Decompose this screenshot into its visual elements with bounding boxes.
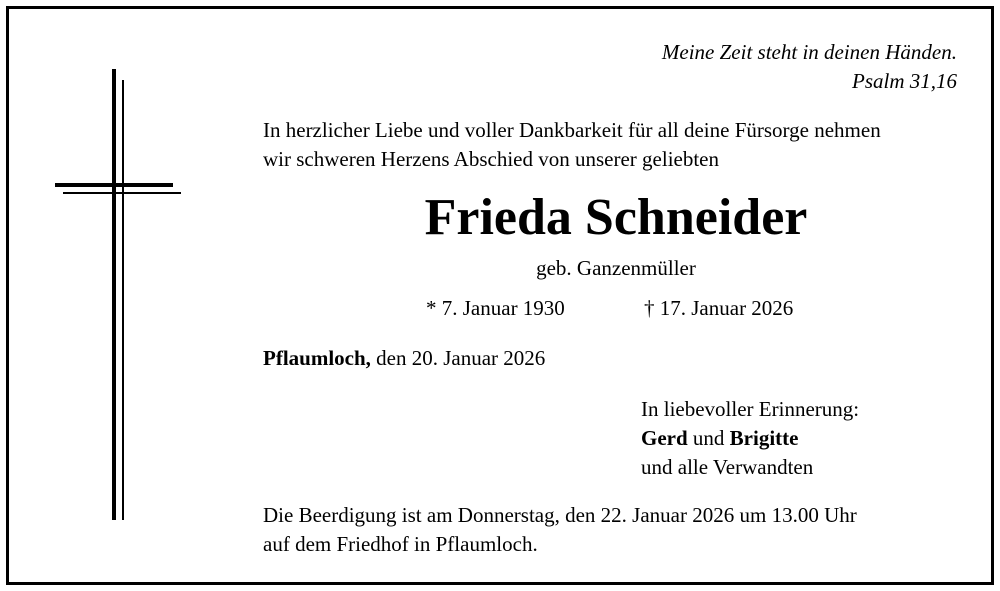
signers-names: [641, 424, 859, 453]
funeral-line-2: auf dem Friedhof in Pflaumloch.: [263, 532, 538, 556]
signer-name-1: Gerd: [641, 426, 688, 450]
deceased-name: Frieda Schneider: [424, 189, 808, 246]
intro-line-1: In herzlicher Liebe und voller Dankbarkeit für all deine Fürsorge nehmen: [263, 118, 881, 142]
signer-connector: und: [687, 426, 730, 450]
motto: [662, 38, 957, 96]
signers-others: und alle Verwandten: [641, 455, 814, 479]
funeral-info: [263, 501, 857, 559]
death-date: † 17. Januar 2026: [644, 296, 794, 320]
place-and-date: [263, 344, 545, 373]
birth-date: * 7. Januar 1930: [426, 296, 565, 320]
intro-text: [263, 116, 881, 174]
place-name: Pflaumloch,: [263, 346, 371, 370]
motto-reference: Psalm 31,16: [852, 69, 957, 93]
funeral-line-1: Die Beerdigung ist am Donnerstag, den 22. Januar 2026 um 13.00 Uhr: [263, 503, 857, 527]
signers-intro: In liebevoller Erinnerung:: [641, 397, 860, 421]
birth-name: geb. Ganzenmüller: [536, 256, 696, 280]
signers-block: [641, 395, 859, 482]
signer-name-2: Brigitte: [729, 426, 799, 450]
notice-date: den 20. Januar 2026: [370, 346, 546, 370]
intro-line-2: wir schweren Herzens Abschied von unserer geliebten: [263, 147, 720, 171]
motto-quote: Meine Zeit steht in deinen Händen.: [661, 40, 957, 64]
